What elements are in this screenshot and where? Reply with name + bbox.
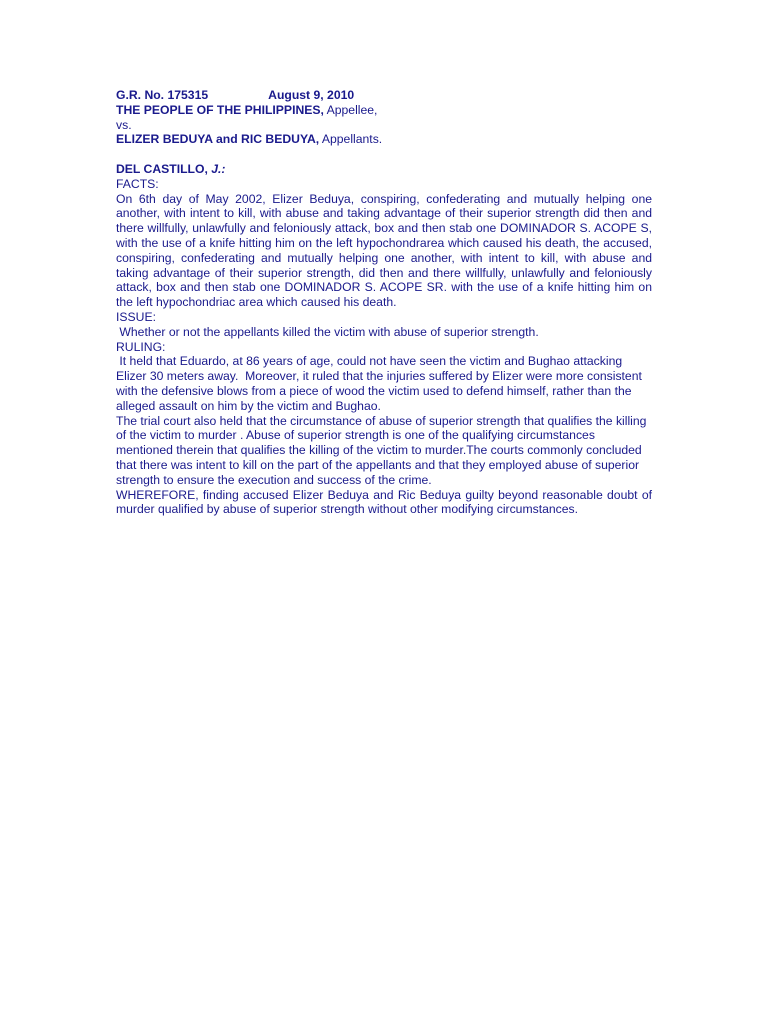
defendants-line (116, 132, 652, 147)
defendants-role: Appellants. (319, 132, 383, 147)
versus-line: vs. (116, 117, 132, 132)
ruling-heading: RULING: (116, 339, 166, 354)
document-page (116, 88, 652, 517)
ruling-paragraph-3: WHEREFORE, finding accused Elizer Beduya and Ric Beduya guilty beyond reasonable doubt of murder qualified by abuse of superior strength without other modifying circumstances. (116, 487, 652, 517)
issue-heading: ISSUE: (116, 309, 156, 324)
case-date: August 9, 2010 (268, 88, 355, 102)
issue-text: Whether or not the appellants killed the victim with abuse of superior strength. (116, 324, 539, 339)
facts-heading: FACTS: (116, 176, 159, 191)
facts-text: On 6th day of May 2002, Elizer Beduya, conspiring, confederating and mutually helping one another, with intent to kill, with abuse and taking advantage of their superior strength did then and there willfully, unlawfully and feloniously attack, box and then stab one DOMINADOR S. ACOPE S, with the use of a knife hitting him on the left hypochondrarea which caused his death, the accused, conspiring, confederating and mutually helping one another, with intent to kill, with abuse and taking advantage of their superior strength, did then and there willfully, unlawfully and feloniously attack, box and then stab one DOMINADOR S. ACOPE SR. with the use of a knife hitting him on the left hypochondriac area which caused his death. (116, 191, 652, 310)
plaintiff-name: THE PEOPLE OF THE PHILIPPINES, (116, 102, 324, 117)
plaintiff-line (116, 103, 652, 118)
defendants-name: ELIZER BEDUYA and RIC BEDUYA, (116, 132, 320, 147)
case-header (116, 88, 652, 103)
ponente-name: DEL CASTILLO, (116, 161, 208, 176)
ponente-line (116, 162, 652, 177)
ponente-title: J.: (207, 161, 226, 176)
ruling-paragraph-1: It held that Eduardo, at 86 years of age, could not have seen the victim and Bughao attacking Elizer 30 meters away. Moreover, it ruled that the injuries suffered by Elizer were more consistent with the defensive blows from a piece of wood the victim used to defend himself, rather than the alleged assault on him by the victim and Bughao. (116, 354, 646, 413)
spacer (116, 147, 652, 162)
case-number: G.R. No. 175315 (116, 88, 209, 102)
ruling-paragraph-2: The trial court also held that the circumstance of abuse of superior strength that qualifies the killing of the victim to murder . Abuse of superior strength is one of the qualifying circumstances mentioned therein that qualifies the killing of the victim to murder.The courts commonly concluded that there was intent to kill on the part of the appellants and that they employed abuse of superior strength to ensure the execution and success of the crime. (116, 413, 647, 487)
plaintiff-role: Appellee, (323, 102, 378, 117)
